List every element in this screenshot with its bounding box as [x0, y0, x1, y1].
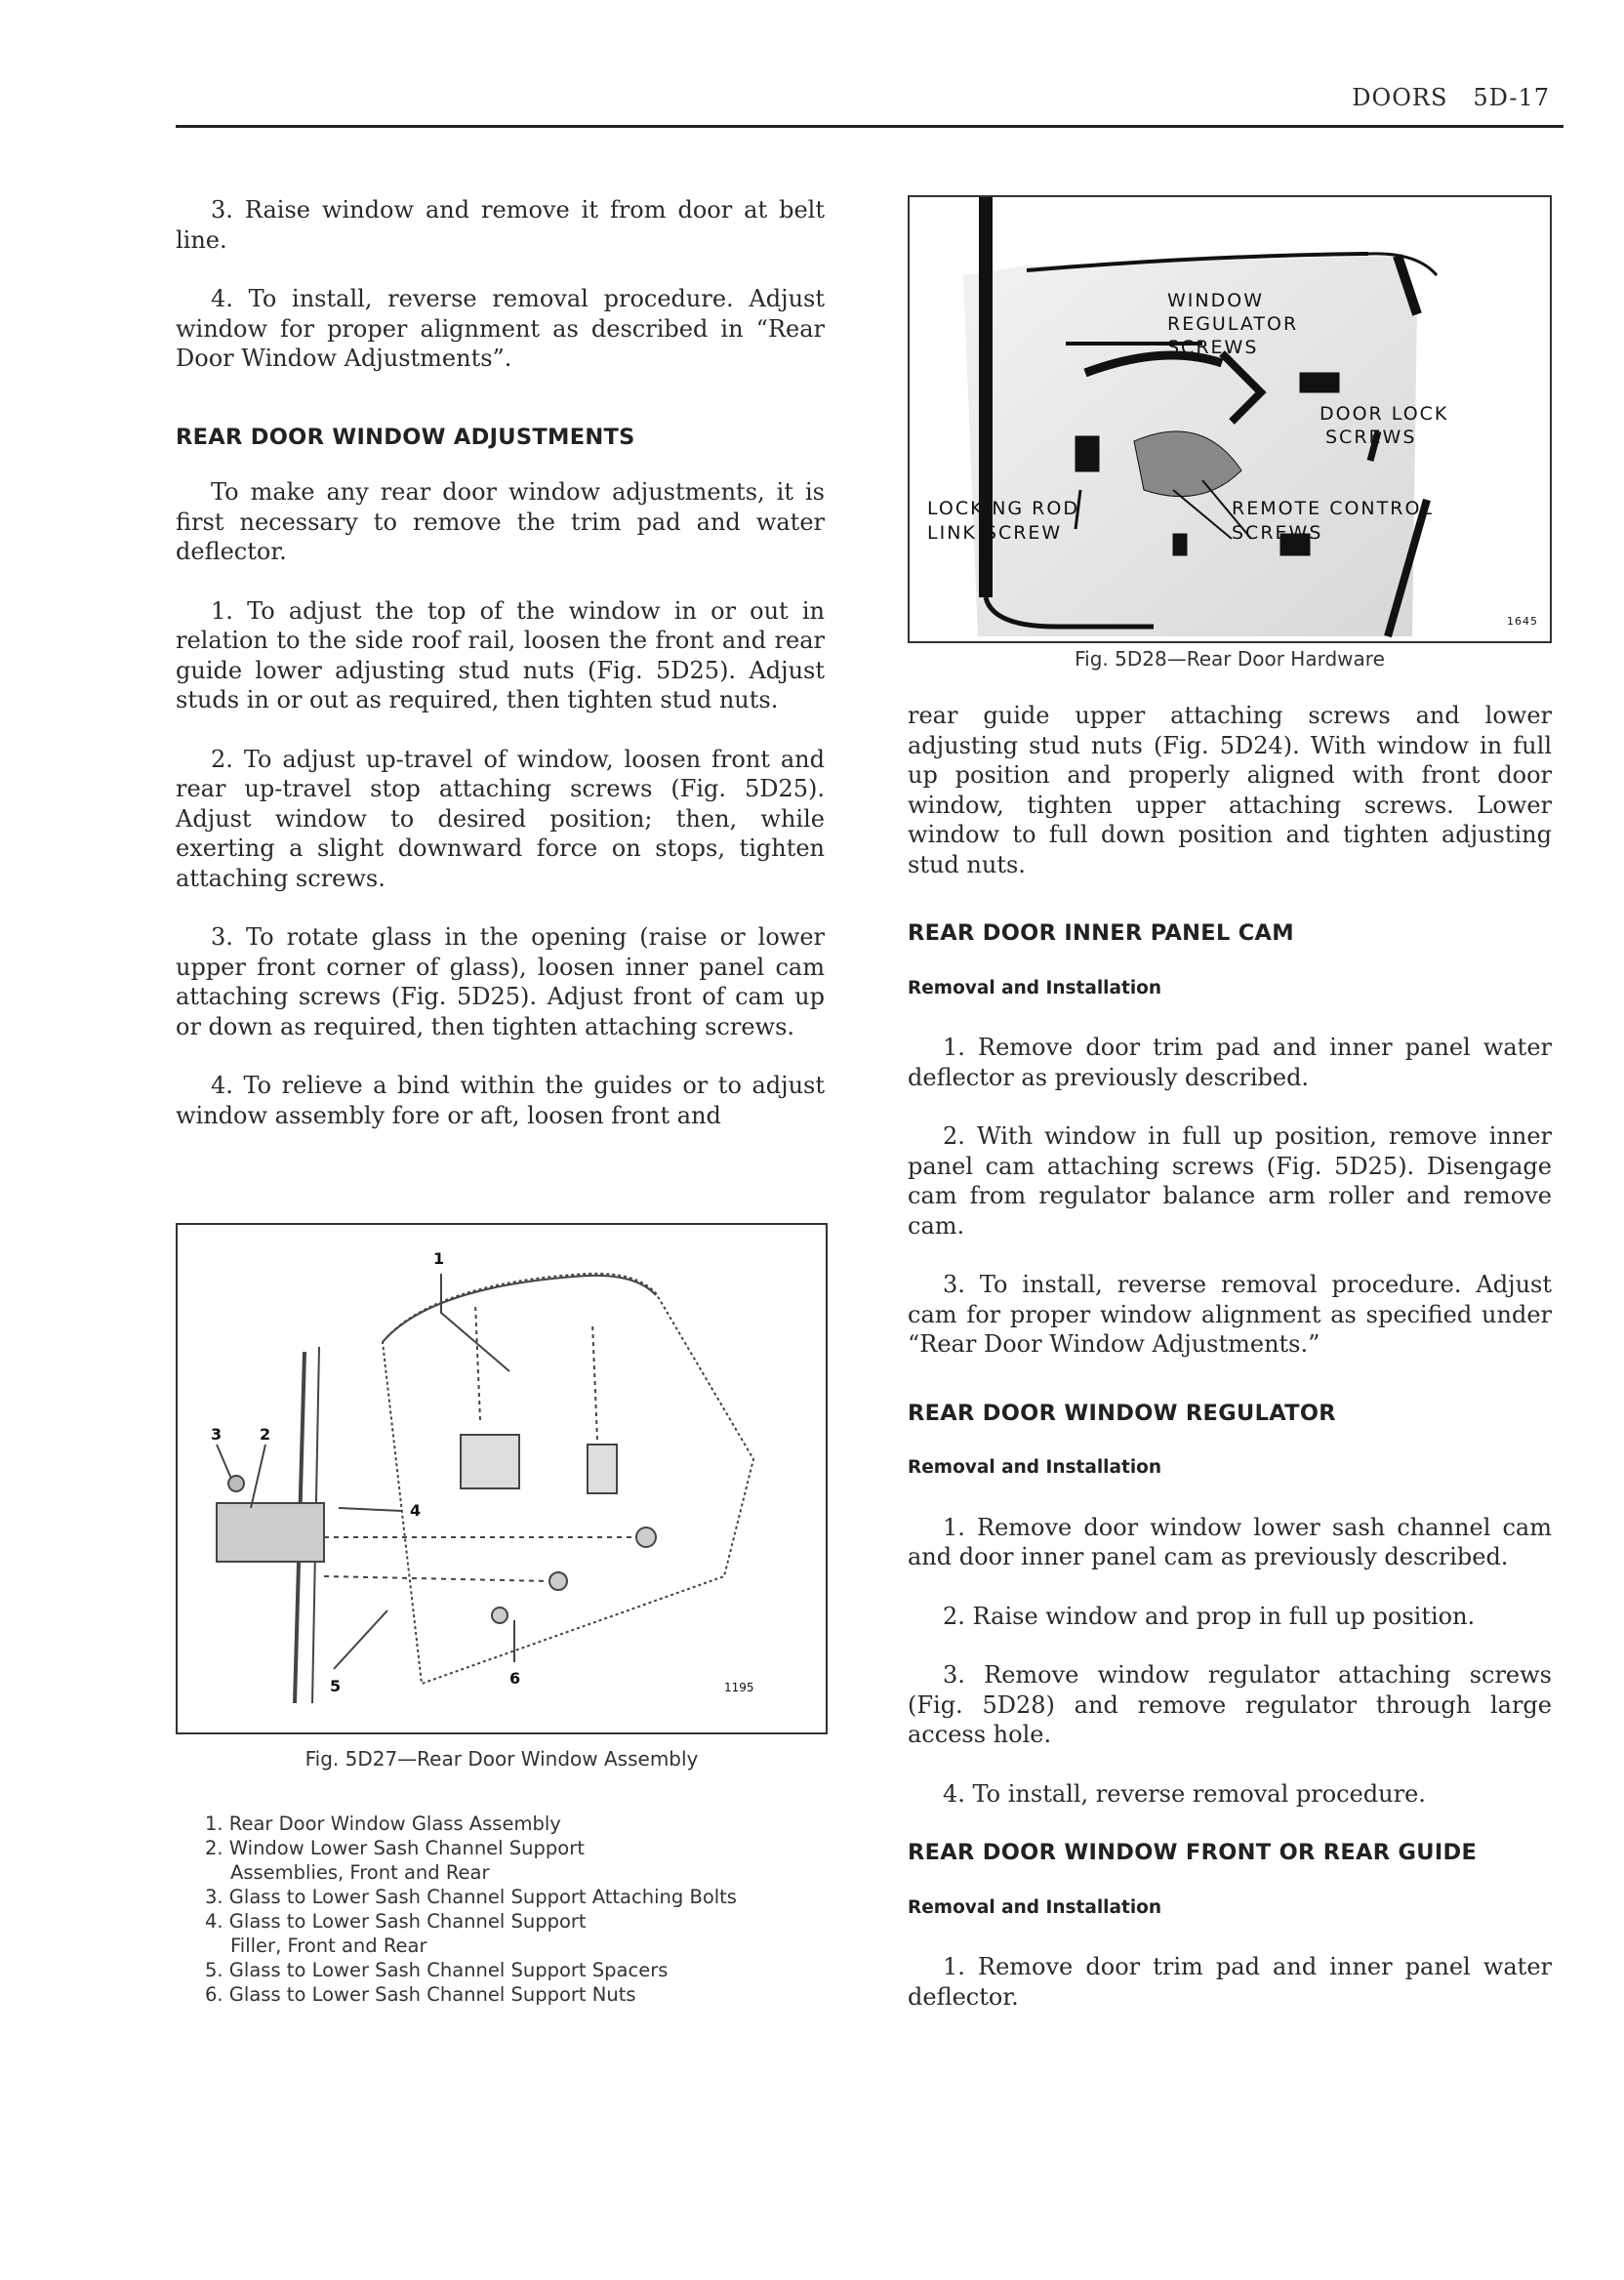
door-hardware-photo	[910, 197, 1550, 641]
label-window: WINDOW	[1167, 290, 1264, 311]
label-screws-regulator: SCREWS	[1167, 337, 1259, 358]
paragraph: 4. To install, reverse removal procedure. Adjust window for proper alignment as described in “Rear Door Window Adjustments”.	[176, 285, 825, 372]
subsection-heading: Removal and Installation	[908, 1457, 1162, 1478]
callout-6: 6	[509, 1669, 521, 1688]
section-heading: REAR DOOR WINDOW FRONT OR REAR GUIDE	[908, 1840, 1478, 1865]
step: 1. Remove door window lower sash channel cam and door inner panel cam as previously described.	[908, 1513, 1552, 1570]
paragraph: To make any rear door window adjustments, it is first necessary to remove the trim pad and water deflector.	[176, 478, 825, 565]
paragraph: rear guide upper attaching screws and lower adjusting stud nuts (Fig. 5D24). With window in full up position and properly aligned with front door window, tighten upper attaching screws. Lower window to full down position and tighten adjusting stud nuts.	[908, 702, 1552, 878]
section-title: DOORS	[1352, 84, 1448, 111]
step: 4. To install, reverse removal procedure.	[943, 1779, 1426, 1808]
figure-5d27-legend	[205, 1812, 830, 2007]
callout-1: 1	[433, 1249, 445, 1268]
paragraph: 1. To adjust the top of the window in or out in relation to the side roof rail, loosen the front and rear guide lower adjusting stud nuts (Fig. 5D25). Adjust studs in or out as required, then tighten stud nuts.	[176, 596, 825, 713]
label-locking-rod: LOCKING ROD	[927, 498, 1079, 519]
page-header	[1326, 84, 1550, 111]
callout-2: 2	[260, 1425, 271, 1444]
legend-item: Assemblies, Front and Rear	[230, 1861, 490, 1884]
legend-item: 2. Window Lower Sash Channel Support	[205, 1837, 585, 1859]
legend-item: 3. Glass to Lower Sash Channel Support Attaching Bolts	[205, 1886, 737, 1908]
subsection-heading: Removal and Installation	[908, 1896, 1162, 1918]
label-door-lock: DOOR LOCK	[1320, 403, 1449, 425]
figure-5d27-caption: Fig. 5D27—Rear Door Window Assembly	[304, 1747, 699, 1771]
paragraph: 3. Raise window and remove it from door at belt line.	[176, 196, 825, 254]
figure-5d27	[176, 1223, 828, 1734]
figure-5d28-caption: Fig. 5D28—Rear Door Hardware	[1075, 647, 1385, 671]
paragraph: 4. To relieve a bind within the guides or to adjust window assembly fore or aft, loosen front and	[176, 1072, 825, 1129]
page-number: 5D-17	[1473, 84, 1550, 111]
right-column-text	[908, 701, 1552, 2041]
step: 1. Remove door trim pad and inner panel water deflector as previously described.	[908, 1034, 1552, 1091]
step: 2. With window in full up position, remove inner panel cam attaching screws (Fig. 5D25). Disengage cam from regulator balance arm roller and remove cam.	[908, 1122, 1552, 1240]
step: 1. Remove door trim pad and inner panel water deflector.	[908, 1953, 1552, 2011]
step: 2. Raise window and prop in full up position.	[943, 1602, 1476, 1630]
label-regulator: REGULATOR	[1167, 313, 1299, 335]
legend-item: 6. Glass to Lower Sash Channel Support Nuts	[205, 1983, 636, 2006]
legend-item: 4. Glass to Lower Sash Channel Support	[205, 1910, 587, 1933]
legend-item: Filler, Front and Rear	[230, 1934, 427, 1957]
callout-3: 3	[211, 1425, 223, 1444]
callout-4: 4	[410, 1501, 422, 1520]
header-rule	[176, 125, 1563, 128]
label-screws-remote-control: SCREWS	[1232, 522, 1323, 544]
section-heading: REAR DOOR WINDOW ADJUSTMENTS	[176, 424, 635, 450]
legend-item: 5. Glass to Lower Sash Channel Support Spacers	[205, 1959, 669, 1981]
label-link-screw: LINK SCREW	[927, 522, 1063, 544]
callout-5: 5	[330, 1677, 342, 1695]
section-heading: REAR DOOR INNER PANEL CAM	[908, 920, 1294, 946]
step: 3. Remove window regulator attaching screws (Fig. 5D28) and remove regulator through large access hole.	[908, 1661, 1552, 1748]
figure-code: 1195	[724, 1681, 754, 1694]
legend-item: 1. Rear Door Window Glass Assembly	[205, 1812, 561, 1835]
figure-code: 1645	[1507, 615, 1538, 628]
paragraph: 2. To adjust up-travel of window, loosen front and rear up-travel stop attaching screws (Fig. 5D25). Adjust window to desired position; then, while exerting a slight downward force on stops, tighten attaching screws.	[176, 745, 825, 892]
paragraph: 3. To rotate glass in the opening (raise or lower upper front corner of glass), loosen inner panel cam attaching screws (Fig. 5D25). Adjust front of cam up or down as required, then tighten attaching screws.	[176, 923, 825, 1040]
label-screws-door-lock: SCREWS	[1325, 427, 1417, 448]
label-remote-control: REMOTE CONTROL	[1232, 498, 1434, 519]
step: 3. To install, reverse removal procedure. Adjust cam for proper window alignment as specified under “Rear Door Window Adjustments.”	[908, 1271, 1552, 1358]
figure-5d28	[908, 195, 1552, 643]
section-heading: REAR DOOR WINDOW REGULATOR	[908, 1400, 1336, 1426]
window-assembly-illustration	[178, 1225, 826, 1732]
subsection-heading: Removal and Installation	[908, 977, 1162, 998]
left-column-text	[176, 195, 825, 1160]
